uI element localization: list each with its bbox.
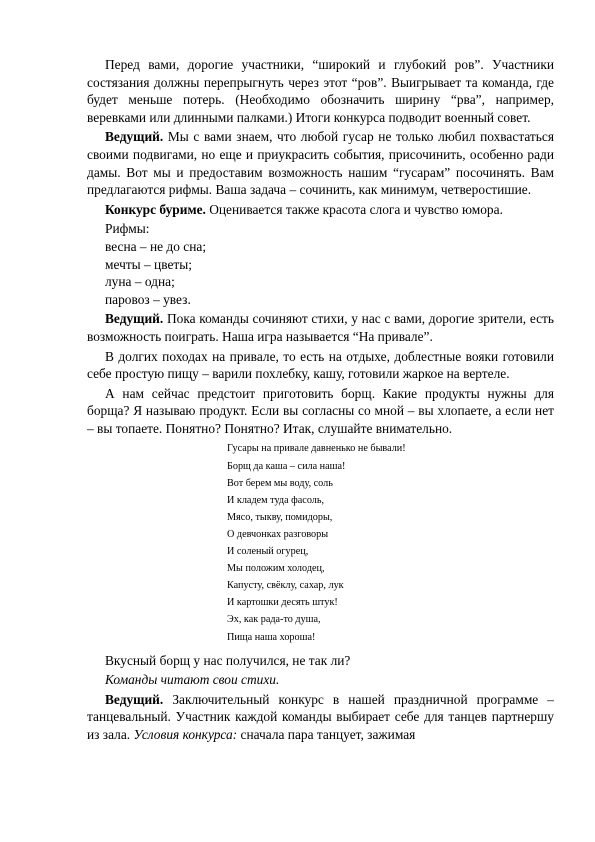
speaker-label: Ведущий. [105,311,164,327]
poem-line: Борщ да каша – сила наша! [227,460,346,472]
rhymes-list [87,220,554,308]
poem [227,440,554,645]
paragraph-text: В долгих походах на привале, то есть на отдыхе, доблестные вояки готовили себе простую пищу – варили похлебку, кашу, готовили жаркое на вертеле. [87,348,554,382]
poem-line: Мясо, тыкву, помидоры, [227,511,333,523]
stage-direction: Команды читают свои стихи. [105,672,280,688]
poem-line: Мы положим холодец, [227,563,325,575]
paragraph-text: Перед вами, дорогие участники, “широкий и глубокий ров”. Участники состязания должны перепрыгнуть через этот “ров”. Выигрывает та команда, где будет меньше потерь. (Необходимо обозначить ширину “рва”, например, веревками или длинными палками.) Итоги конкурса подводит военный совет. [87,57,554,125]
poem-line: О девчонках разговоры [227,528,329,540]
paragraph-tasty-borscht: Вкусный борщ у нас получился, не так ли? [105,652,351,668]
paragraph-teams-read [87,671,554,689]
paragraph-text: А нам сейчас предстоит приготовить борщ. Какие продукты нужны для борща? Я называю продукт. Если вы согласны со мной – вы хлопаете, а если нет – вы топаете. Понятно? Понятно? Итак, слушайте внимательно. [87,385,554,436]
rhyme-item: весна – не до сна; [105,238,207,254]
paragraph-text: Заключительный конкурс в нашей праздничной программе – танцевальный. Участник каждой команды выбирает себе для танцев партнершу из зала. [87,691,554,742]
poem-line: И кладем туда фасоль, [227,494,325,506]
speaker-label: Ведущий. [105,129,164,145]
poem-line: Эх, как рада-то душа, [227,614,321,626]
document-body [87,56,554,746]
poem-line: Пища наша хороша! [227,631,316,643]
poem-line: Гусары на привале давненько не бывали! [227,443,406,455]
speaker-label: Ведущий. [105,691,164,707]
paragraph-final-contest [87,691,554,744]
paragraph-host-rhymes [87,128,554,198]
poem-line: Капусту, свёклу, сахар, лук [227,580,344,592]
paragraph-borscht [87,385,554,438]
paragraph-text: сначала пара танцует, зажимая [237,726,416,742]
poem-line: Вот берем мы воду, соль [227,477,333,489]
paragraph-ditch-contest [87,56,554,126]
paragraph-burime [87,201,554,219]
rhymes-title: Рифмы: [105,221,150,237]
paragraph-text: Мы с вами знаем, что любой гусар не только любил похвастаться своими подвигами, но еще и приукрасить события, присочинить, особенно ради дамы. Вот мы и предоставим возможность нашим “гусарам” посочинять. Вам предлагаются рифмы. Ваша задача – сочинить, как минимум, четверостишие. [87,129,554,198]
poem-line: И картошки десять штук! [227,597,338,609]
conditions-label: Условия конкурса: [133,726,238,742]
paragraph-host-game [87,310,554,345]
paragraph-text: Пока команды сочиняют стихи, у нас с вами, дорогие зрители, есть возможность поиграть. Наша игра называется “На привале”. [87,311,554,344]
rhyme-item: мечты – цветы; [105,256,192,272]
rhyme-item: паровоз – увез. [105,291,191,307]
rhyme-item: луна – одна; [105,274,175,290]
paragraph-campaigns [87,348,554,383]
poem-line: И соленый огурец, [227,546,309,558]
contest-title: Конкурс буриме. [105,201,206,217]
paragraph-text: Оценивается также красота слога и чувство юмора. [205,201,503,217]
